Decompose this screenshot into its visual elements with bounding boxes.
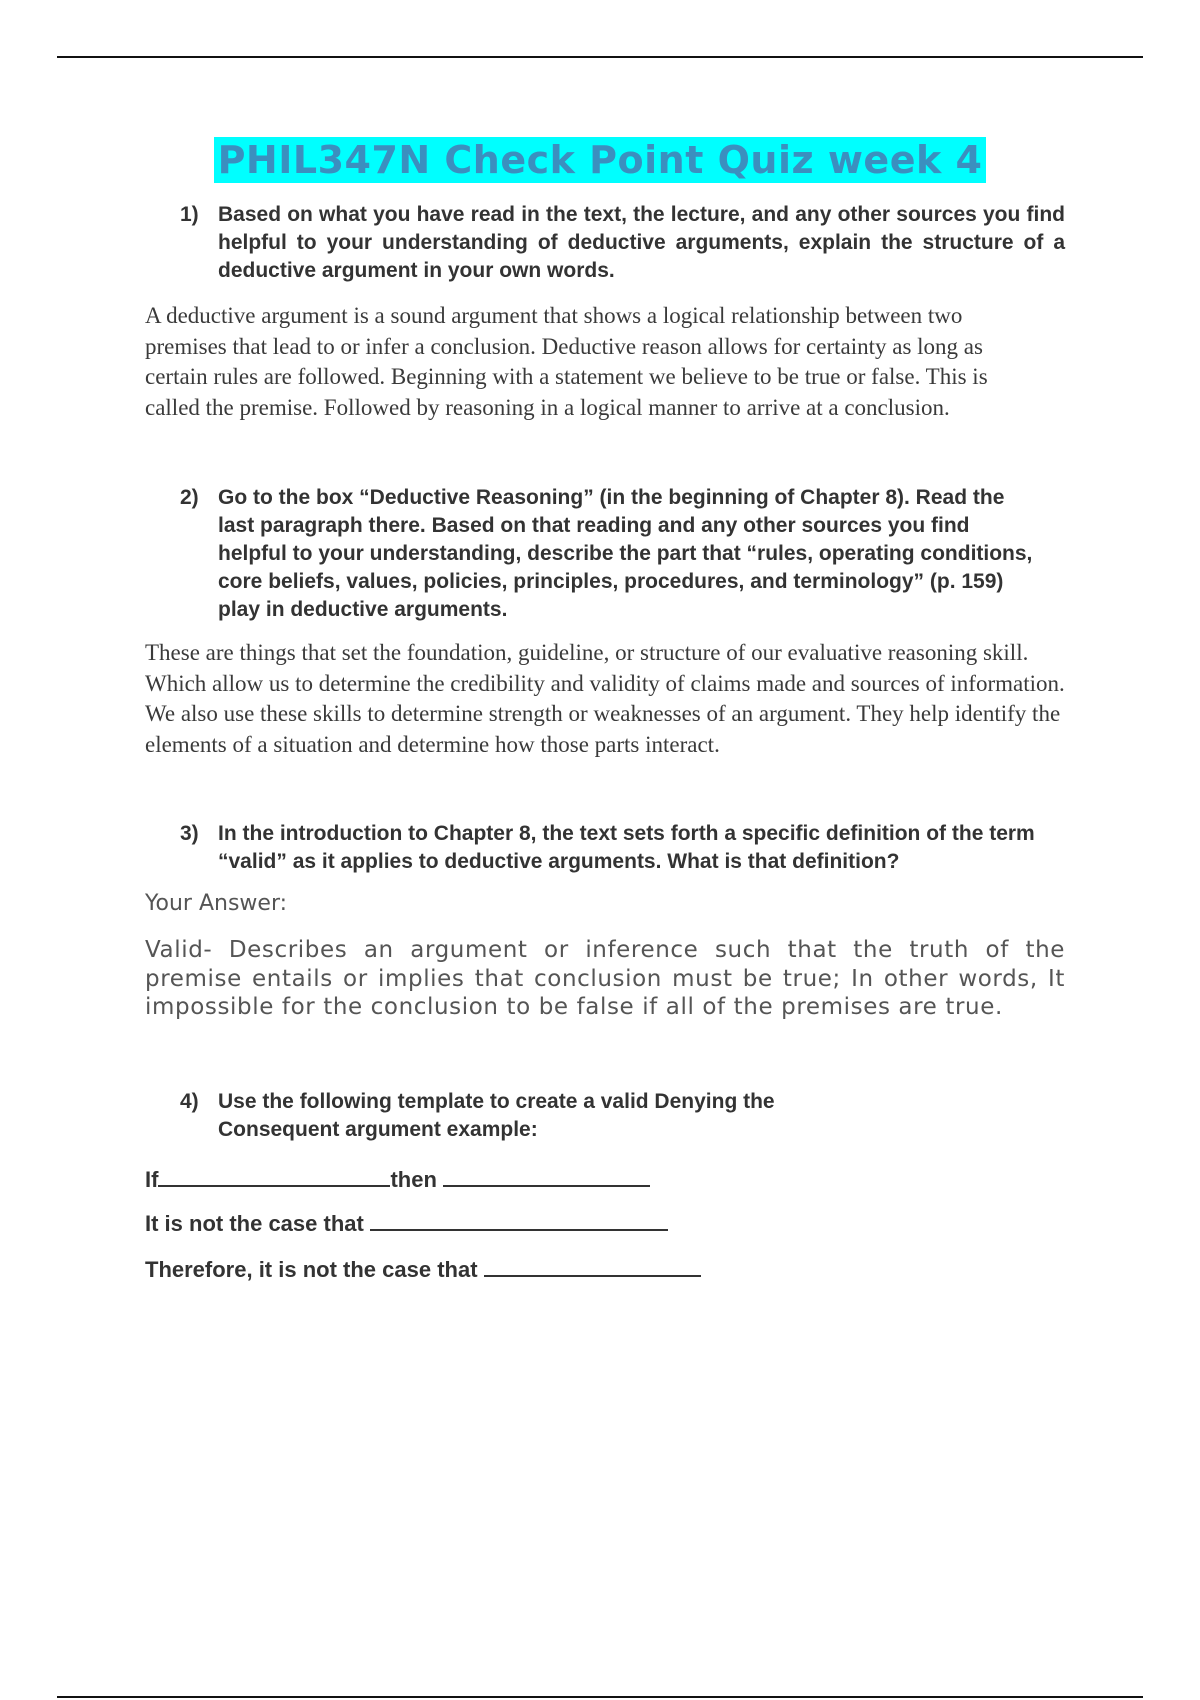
template-therefore-line (145, 1253, 701, 1284)
question-1-number: 1) (180, 203, 199, 226)
your-answer-label: Your Answer: (145, 891, 288, 916)
question-1 (180, 201, 1065, 285)
question-3-text: In the introduction to Chapter 8, the text sets forth a specific definition of the term “valid” as it applies to deductive arguments. What is that definition? (218, 822, 1035, 873)
template-not-case-line (145, 1207, 668, 1238)
template-therefore-label: Therefore, it is not the case that (145, 1257, 478, 1282)
question-2-text: Go to the box “Deductive Reasoning” (in the beginning of Chapter 8). Read the last paragraph there. Based on that reading and any other sources you find helpful to your understanding, describe the part that “rules, operating conditions, core beliefs, values, policies, principles, procedures, and terminology” (p. 159) play in deductive arguments. (218, 486, 1033, 621)
title-container (0, 137, 1200, 183)
question-2 (180, 484, 1040, 624)
template-if-line (145, 1163, 650, 1194)
therefore-blank[interactable] (484, 1253, 701, 1277)
question-4 (180, 1088, 880, 1144)
answer-3-text: Valid- Describes an argument or inference such that the truth of the premise entails or implies that conclusion must be true; In other words, It impossible for the conclusion to be false if all of the premises are true. (145, 937, 1065, 1020)
question-3 (180, 820, 1040, 876)
template-if-label: If (145, 1167, 159, 1192)
answer-1-text: A deductive argument is a sound argument that shows a logical relationship between two premises that lead to or infer a conclusion. Deductive reason allows for certainty as long as certain rules are followed. Beginning with a statement we believe to be true or false. This is called the premise. Followed by reasoning in a logical manner to arrive at a conclusion. (145, 303, 988, 420)
not-case-blank[interactable] (370, 1207, 668, 1231)
answer-2-text: These are things that set the foundation, guideline, or structure of our evaluative reasoning skill. Which allow us to determine the credibility and validity of claims made and sources of information. We also use these skills to determine strength or weaknesses of an argument. They help identify the elements of a situation and determine how those parts interact. (145, 640, 1065, 757)
top-rule (57, 56, 1143, 58)
page-title: PHIL347N Check Point Quiz week 4 (214, 137, 987, 183)
if-blank[interactable] (158, 1163, 390, 1187)
question-4-number: 4) (180, 1090, 199, 1113)
template-then-label: then (390, 1167, 437, 1192)
question-1-text: Based on what you have read in the text, the lecture, and any other sources you find helpful to your understanding of deductive arguments, explain the structure of a deductive argument in your own words. (218, 203, 1065, 282)
then-blank[interactable] (443, 1163, 650, 1187)
question-2-number: 2) (180, 486, 199, 509)
template-not-case-label: It is not the case that (145, 1211, 364, 1236)
bottom-rule (57, 1696, 1143, 1698)
question-4-text: Use the following template to create a valid Denying the Consequent argument example: (218, 1090, 775, 1141)
question-3-number: 3) (180, 822, 199, 845)
